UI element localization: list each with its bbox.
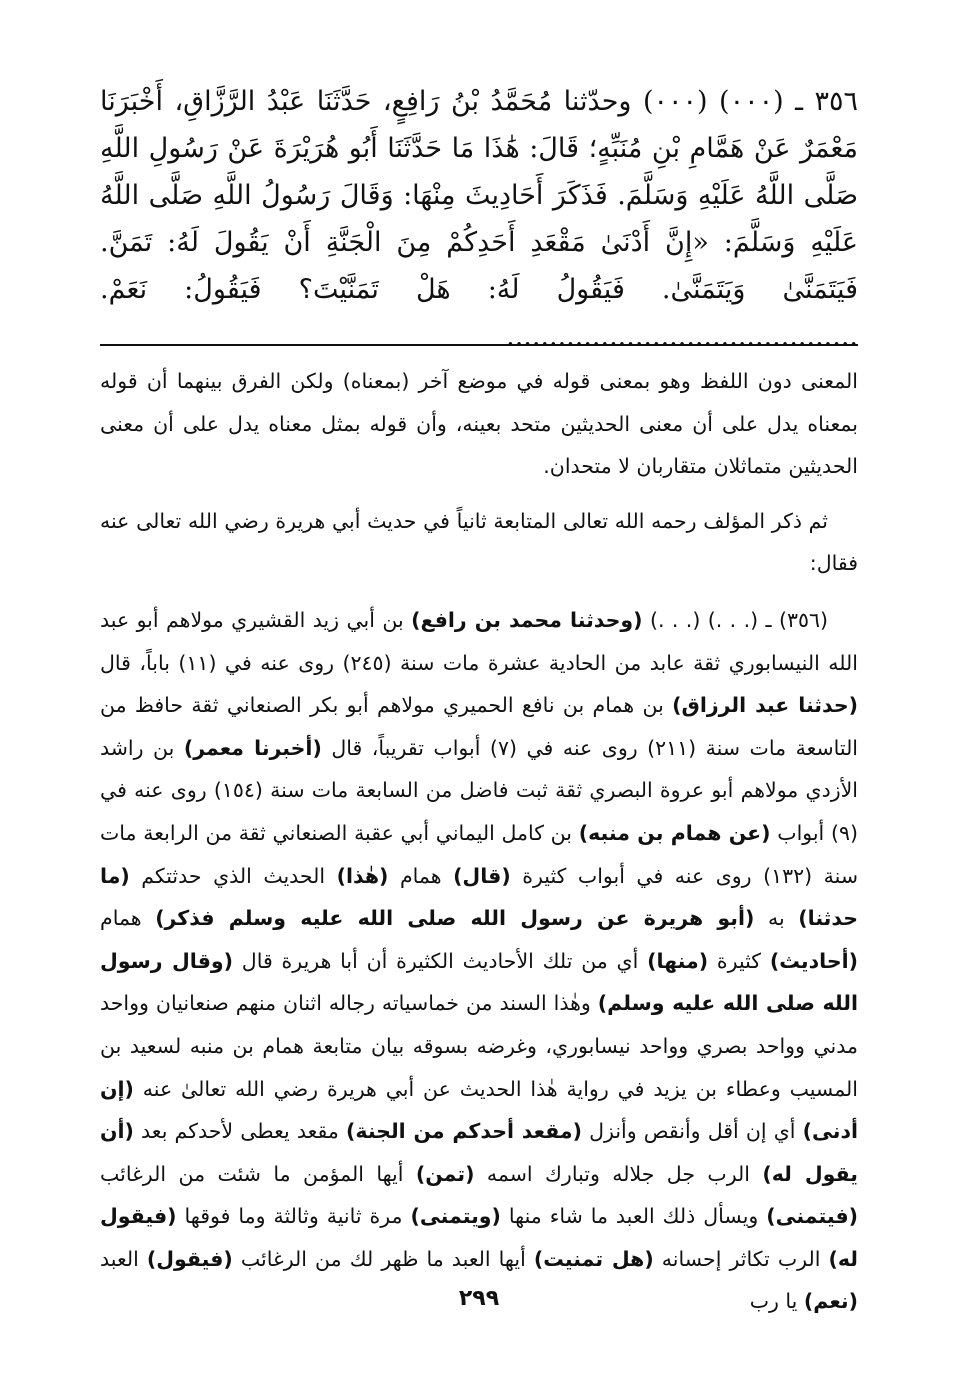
footnote-divider (100, 344, 858, 346)
text-segment: بن همام بن نافع الحميري مولاهم أبو بكر الصنعاني ثقة حافظ من التاسعة مات سنة (٢١١) روى عنه في (٧) أبواب تقريباً، قال (100, 693, 859, 760)
bold-quote-segment: (أبو هريرة عن رسول الله صلى الله عليه وسلم فذكر) (155, 906, 755, 931)
text-segment: أيها المؤمن ما شئت من الرغائب (100, 1161, 416, 1186)
text-segment: ويسأل ذلك العبد ما شاء منها (500, 1204, 767, 1229)
bold-quote-segment: (أحاديث) (769, 948, 859, 973)
text-segment: (٣٥٦) ـ (. . .) (. . .) (642, 607, 828, 632)
commentary-block (100, 360, 858, 1323)
text-segment: أيها العبد ما ظهر لك من الرغائب (232, 1246, 534, 1271)
text-segment: يا رب (749, 1289, 804, 1314)
bold-quote-segment: (مقعد أحدكم من الجنة) (346, 1119, 582, 1144)
text-segment: همام (388, 863, 454, 888)
commentary-paragraph-1: المعنى دون اللفظ وهو بمعنى قوله في موضع آخر (بمعناه) ولكن الفرق بينهما أن قوله بمعناه يدل على أن معنى الحديثين متحد بعينه، وأن قوله بمثل معناه يدل على أن معنى الحديثين متماثلان متقاربان لا متحدان. (100, 369, 858, 479)
bold-quote-segment: (ما حدثنا) (100, 863, 858, 931)
bold-quote-segment: (أخبرنا معمر) (183, 735, 322, 760)
text-segment: بن راشد الأزدي مولاهم أبو عروة البصري ثقة ثبت فاضل من السابعة مات سنة (١٥٤) روى عنه في (٩) أبواب (100, 735, 858, 845)
bold-quote-segment: (إن أدنى) (100, 1076, 859, 1144)
text-segment: مقعد يعطى لأحدكم بعد (133, 1119, 347, 1144)
commentary-paragraph-2: ثم ذكر المؤلف رحمه الله تعالى المتابعة ثانياً في حديث أبي هريرة رضي الله تعالى عنه فقال: (100, 508, 858, 576)
text-segment: وهٰذا السند من خماسياته رجاله اثنان منهم صنعانيان وواحد مدني وواحد بصري وواحد نيسابوري، وغرضه بسوقه بيان متابعة همام بن منبه لسعيد بن المسيب وعطاء بن يزيد في رواية هٰذا الحديث عن أبي هريرة رضي الله تعالىٰ عنه (100, 991, 858, 1101)
bold-quote-segment: (أن يقول له) (100, 1119, 858, 1186)
bold-quote-segment: (منها) (647, 948, 709, 973)
text-segment: كثيرة (708, 948, 770, 973)
bold-quote-segment: (هل تمنيت) (533, 1246, 654, 1271)
page-number: ٢٩٩ (458, 1286, 500, 1311)
bold-quote-segment: (فيقول له) (100, 1204, 858, 1271)
bold-quote-segment: (فيتمنى) (766, 1204, 859, 1229)
bold-quote-segment: (تمن) (415, 1161, 475, 1186)
bold-quote-segment: (نعم) (803, 1289, 858, 1314)
text-segment: العبد (100, 1246, 147, 1271)
text-segment: مرة ثانية وثالثة وما فوقها (176, 1204, 411, 1229)
text-segment: بن كامل اليماني أبي عقبة الصنعاني ثقة من الرابعة مات سنة (١٣٢) روى عنه في أبواب كثيرة (100, 820, 859, 888)
text-segment: أي إن أقل وأنقص وأنزل (581, 1119, 803, 1144)
bold-quote-segment: (عن همام بن منبه) (578, 820, 771, 845)
hadith-paragraph (100, 78, 858, 360)
bold-quote-segment: (قال) (453, 863, 511, 888)
text-segment: أي من تلك الأحاديث الكثيرة أن أبا هريرة قال (233, 948, 648, 973)
text-segment: همام (100, 906, 156, 931)
text-segment: الرب جل جلاله وتبارك اسمه (474, 1161, 763, 1186)
bold-quote-segment: (فيقول) (146, 1246, 233, 1271)
hadith-text: ٣٥٦ ـ (٠٠٠) (٠٠٠) وحدّثنا مُحَمَّدُ بْنُ رَافِعٍ، حَدَّثَنَا عَبْدُ الرَّزَّاقِ، أَخْبَرَنَا مَعْمَرٌ عَنْ هَمَّامِ بْنِ مُنَبِّهٍ؛ قَالَ: هَٰذَا مَا حَدَّثَنَا أَبُو هُرَيْرَةَ عَنْ رَسُولِ اللَّهِ صَلَّى اللَّهُ عَلَيْهِ وَسَلَّمَ. فَذَكَرَ أَحَادِيثَ مِنْهَا: وَقَالَ رَسُولُ اللَّهِ صَلَّى اللَّهُ عَلَيْهِ وَسَلَّمَ: «إِنَّ أَدْنَىٰ مَقْعَدِ أَحَدِكُمْ مِنَ الْجَنَّةِ أَنْ يَقُولَ لَهُ: تَمَنَّ. فَيَتَمَنَّىٰ وَيَتَمَنَّىٰ. فَيَقُولُ لَهُ: هَلْ تَمَنَّيْتَ؟ فَيَقُولُ: نَعَمْ. (100, 86, 859, 305)
text-segment: به (754, 906, 799, 931)
text-segment: الرب تكاثر إحسانه (653, 1246, 829, 1271)
ellipsis-dots: ......................................... (506, 321, 858, 352)
text-segment: الحديث الذي حدثتكم (129, 863, 337, 888)
bold-quote-segment: (حدثنا عبد الرزاق) (672, 693, 858, 718)
bold-quote-segment: (هٰذا) (336, 863, 389, 888)
commentary-paragraph-3 (100, 599, 858, 1323)
text-segment: بن أبي زيد القشيري مولاهم أبو عبد الله النيسابوري ثقة عابد من الحادية عشرة مات سنة (٢٤٥) روى عنه في (١١) باباً، قال (100, 607, 858, 675)
bold-quote-segment: (ويتمنى) (410, 1204, 501, 1229)
hadith-text-block (100, 78, 858, 360)
bold-quote-segment: (وحدثنا محمد بن رافع) (411, 607, 643, 632)
bold-quote-segment: (وقال رسول الله صلى الله عليه وسلم) (100, 948, 858, 1016)
